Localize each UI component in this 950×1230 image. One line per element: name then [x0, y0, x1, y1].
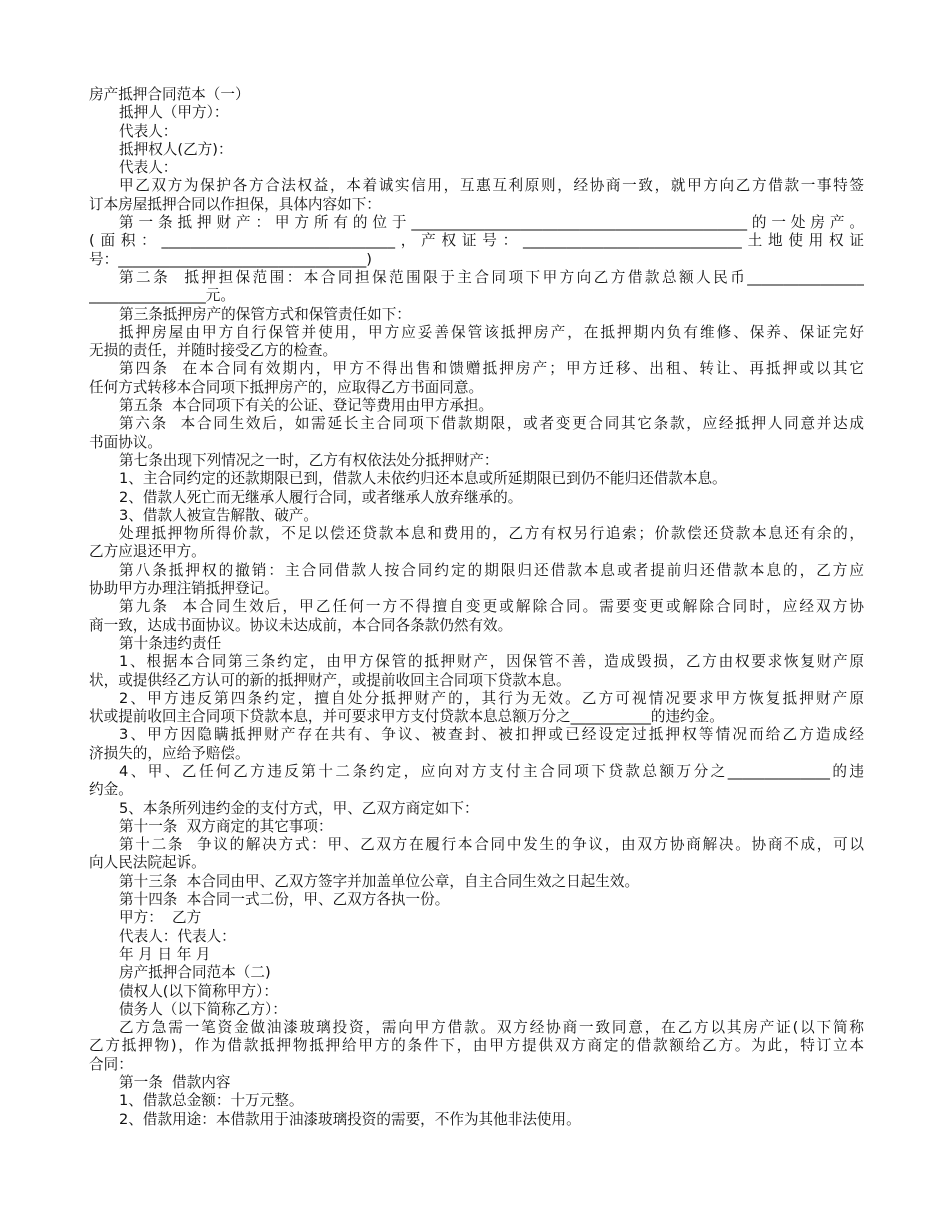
text-line: 甲方： 乙方: [119, 909, 202, 927]
text-line: 年 月 日 年 月: [119, 945, 211, 963]
text-line: 第十条违约责任: [119, 634, 222, 652]
text-line: 济损失的，应给予赔偿。: [89, 744, 250, 762]
text-line: 代表人：: [119, 159, 178, 177]
text-line: 债务人（以下简称乙方）：: [119, 1000, 287, 1018]
text-line: 第五条 本合同项下有关的公证、登记等费用由甲方承担。: [119, 397, 494, 415]
text-line: 债权人(以下简称甲方）：: [119, 982, 278, 1000]
text-line: 第十一条 双方商定的其它事项：: [119, 817, 333, 835]
text-line: 2、借款人死亡而无继承人履行合同，或者继承人放弃继承的。: [119, 488, 523, 506]
text-line: 协助甲方办理注销抵押登记。: [89, 580, 279, 598]
text-line: ________________元。: [89, 287, 235, 305]
document-body: [89, 86, 864, 1129]
text-line: 第八条抵押权的撤销：主合同借款人按合同约定的期限归还借款本息或者提前归还借款本息的，乙方应: [119, 561, 864, 579]
text-line: 2、借款用途：本借款用于油漆玻璃投资的需要，不作为其他非法使用。: [119, 1110, 581, 1128]
text-line: 第三条抵押房产的保管方式和保管责任如下：: [119, 305, 411, 323]
text-line: 1、主合同约定的还款期限已到，借款人未依约归还本息或所延期限已到仍不能归还借款本息。: [119, 470, 727, 488]
text-line: 状，或提供经乙方认可的新的抵押财产，或提前收回主合同项下贷款本息。: [89, 671, 571, 689]
text-line: 约金。: [89, 781, 133, 799]
text-line: 第一条抵押财产：甲方所有的位于______________________________________________的一处房产。: [119, 214, 864, 232]
text-line: 5、本条所列违约金的支付方式，甲、乙双方商定如下：: [119, 799, 479, 817]
section-title: 房产抵押合同范本（二): [119, 964, 271, 982]
text-line: 乙方抵押物)，作为借款抵押物抵押给甲方的条件下，由甲方提供双方商定的借款额给乙方。为此，特订立本: [89, 1037, 864, 1055]
text-line: 第二条 抵押担保范围：本合同担保范围限于主合同项下甲方向乙方借款总额人民币________________: [119, 268, 864, 286]
text-line: 甲乙双方为保护各方合法权益，本着诚实信用，互惠互利原则，经协商一致，就甲方向乙方借款一事特签: [119, 177, 864, 195]
text-line: 3、甲方因隐瞒抵押财产存在共有、争议、被查封、被扣押或已经设定过抵押权等情况而给乙方造成经: [119, 726, 864, 744]
text-line: 乙方应退还甲方。: [89, 543, 206, 561]
text-line: 4、甲、乙任何乙方违反第十二条约定，应向对方支付主合同项下贷款总额万分之______________的违: [119, 762, 864, 780]
text-line: 抵押房屋由甲方自行保管并使用，甲方应妥善保管该抵押房产，在抵押期内负有维修、保养、保证完好: [119, 323, 864, 341]
text-line: 无损的责任，并随时接受乙方的检查。: [89, 342, 338, 360]
text-line: 号：__________________________________): [89, 250, 372, 268]
text-line: 第六条 本合同生效后，如需延长主合同项下借款期限，或者变更合同其它条款，应经抵押人同意并达成: [119, 415, 864, 433]
text-line: 1、借款总金额：十万元整。: [119, 1092, 304, 1110]
text-line: 第四条 在本合同有效期内，甲方不得出售和馈赠抵押房产；甲方迁移、出租、转让、再抵押或以其它: [119, 360, 864, 378]
text-line: 1、根据本合同第三条约定，由甲方保管的抵押财产，因保管不善，造成毁损，乙方由权要求恢复财产原: [119, 653, 864, 671]
text-line: 书面协议。: [89, 433, 162, 451]
text-line: 处理抵押物所得价款，不足以偿还贷款本息和费用的，乙方有权另行追索；价款偿还贷款本息还有余的，: [119, 525, 864, 543]
text-line: 合同：: [89, 1055, 133, 1073]
text-line: 第十四条 本合同一式二份，甲、乙双方各执一份。: [119, 891, 450, 909]
text-line: 向人民法院起诉。: [89, 854, 206, 872]
text-line: 抵押权人(乙方)：: [119, 140, 233, 158]
text-line: 商一致，达成书面协议。协议未达成前，本合同各条款仍然有效。: [89, 616, 513, 634]
text-line: 第九条 本合同生效后，甲乙任何一方不得擅自变更或解除合同。需要变更或解除合同时，应经双方协: [119, 598, 864, 616]
text-line: 第十二条 争议的解决方式：甲、乙双方在履行本合同中发生的争议，由双方协商解决。协商不成，可以: [119, 836, 864, 854]
text-line: 第十三条 本合同由甲、乙双方签字并加盖单位公章，自主合同生效之日起生效。: [119, 872, 640, 890]
text-line: 代表人：: [119, 122, 178, 140]
text-line: 状或提前收回主合同项下贷款本息，并可要求甲方支付贷款本息总额万分之___________的违约金。: [89, 708, 724, 726]
text-line: 代表人：代表人：: [119, 927, 236, 945]
text-line: 任何方式转移本合同项下抵押房产的，应取得乙方书面同意。: [89, 378, 484, 396]
text-line: 第七条出现下列情况之一时，乙方有权依法处分抵押财产：: [119, 451, 499, 469]
text-line: (面积：________________________________，产权证号：______________________________土地使用权证: [89, 232, 864, 250]
text-line: 第一条 借款内容: [119, 1074, 231, 1092]
text-line: 2、甲方违反第四条约定，擅自处分抵押财产的，其行为无效。乙方可视情况要求甲方恢复抵押财产原: [119, 689, 864, 707]
text-line: 乙方急需一笔资金做油漆玻璃投资，需向甲方借款。双方经协商一致同意，在乙方以其房产证(以下简称: [119, 1019, 864, 1037]
section-title: 房产抵押合同范本（一）: [89, 86, 250, 103]
text-line: 订本房屋抵押合同以作担保，具体内容如下：: [89, 195, 381, 213]
text-line: 抵押人（甲方）：: [119, 104, 229, 122]
text-line: 3、借款人被宣告解散、破产。: [119, 506, 319, 524]
